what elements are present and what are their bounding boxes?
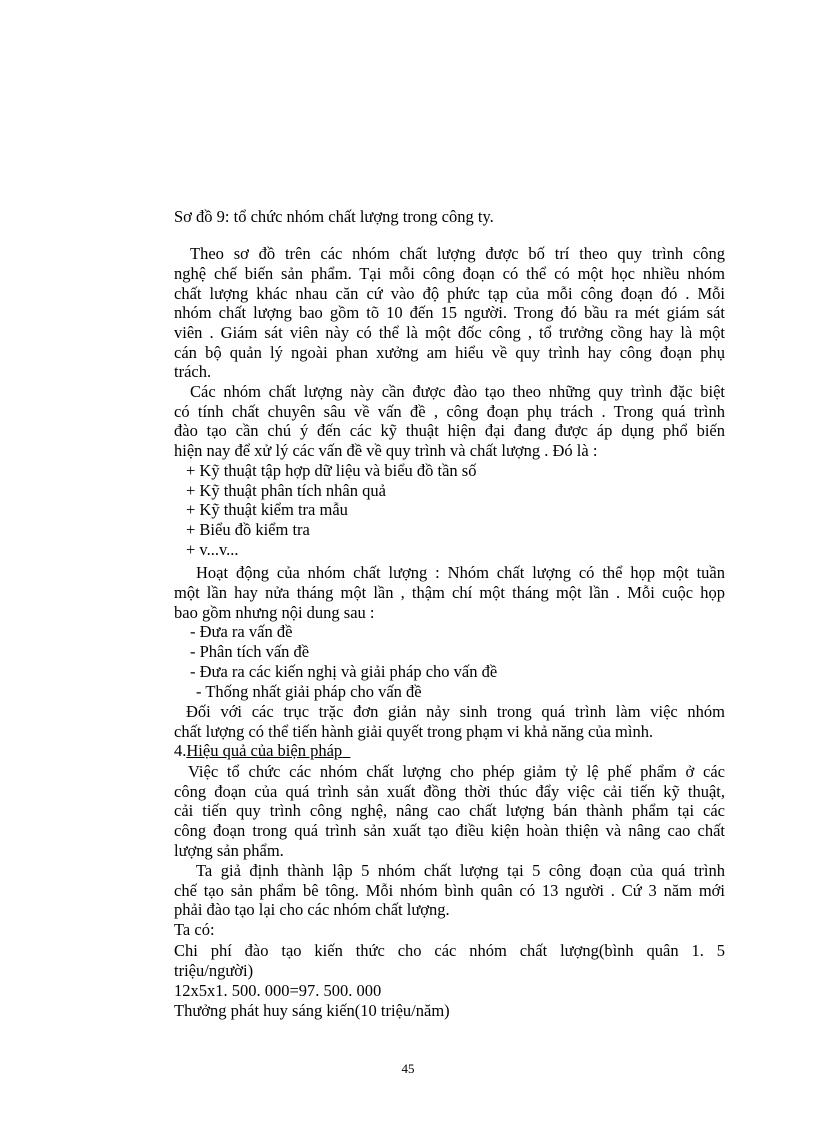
- paragraph-line: Ta có:: [174, 920, 215, 939]
- paragraph-line: Theo sơ đồ trên các nhóm chất lượng được bố trí theo quy trình công: [190, 244, 725, 263]
- paragraph-line: chế tạo sản phẩm bê tông. Mỗi nhóm bình quân có 13 người . Cứ 3 năm mới: [174, 881, 725, 900]
- list-item: + v...v...: [186, 540, 239, 559]
- paragraph-line: chất lượng có thể tiến hành giải quyết trong phạm vi khả năng của mình.: [174, 722, 654, 741]
- paragraph-line: nghệ chế biến sản phẩm. Tại mỗi công đoạn có thể có một học nhiều nhóm: [174, 264, 725, 283]
- list-item: - Đưa ra các kiến nghị và giải pháp cho vấn đề: [190, 662, 498, 681]
- paragraph-line: Đối với các trục trặc đơn giản nảy sinh trong quá trình làm việc nhóm: [186, 702, 725, 721]
- paragraph-line: công đoạn của quá trình sản xuất đồng thời thúc đẩy việc cải tiến kỹ thuật,: [174, 782, 725, 801]
- list-item: - Đưa ra vấn đề: [190, 622, 293, 641]
- list-item: + Kỹ thuật phân tích nhân quả: [186, 481, 386, 500]
- paragraph-line: một lần hay nửa tháng một lần , thậm chí một tháng một lần . Mỗi cuộc họp: [174, 583, 725, 602]
- list-item: + Kỹ thuật tập hợp dữ liệu và biểu đồ tần số: [186, 461, 477, 480]
- paragraph-line: Ta giả định thành lập 5 nhóm chất lượng tại 5 công đoạn của quá trình: [196, 861, 725, 880]
- section-title: Hiệu quả của biện pháp: [186, 741, 343, 760]
- figure-caption: Sơ đồ 9: tổ chức nhóm chất lượng trong công ty.: [174, 207, 494, 226]
- paragraph-line: đào tạo cần chú ý đến các kỹ thuật hiện đại đang được áp dụng phổ biến: [174, 421, 725, 440]
- paragraph-line: triệu/người): [174, 961, 254, 980]
- list-item: + Biểu đồ kiểm tra: [186, 520, 310, 539]
- list-item: - Phân tích vấn đề: [190, 642, 310, 661]
- paragraph-line: Các nhóm chất lượng này cần được đào tạo theo những quy trình đặc biệt: [190, 382, 725, 401]
- paragraph-line: trách.: [174, 362, 212, 381]
- paragraph-line: có tính chất chuyên sâu về vấn đề , công đoạn phụ trách . Trong quá trình: [174, 402, 725, 421]
- paragraph-line: Chi phí đào tạo kiến thức cho các nhóm chất lượng(bình quân 1. 5: [174, 941, 725, 960]
- paragraph-line: công đoạn trong quá trình sản xuất tạo điều kiện hoàn thiện và nâng cao chất: [174, 821, 725, 840]
- section-heading: [174, 741, 725, 761]
- list-item: + Kỹ thuật kiểm tra mẫu: [186, 500, 348, 519]
- paragraph-line: Thưởng phát huy sáng kiến(10 triệu/năm): [174, 1001, 450, 1020]
- calculation-line: 12x5x1. 500. 000=97. 500. 000: [174, 981, 382, 1000]
- paragraph-line: phải đào tạo lại cho các nhóm chất lượng.: [174, 900, 450, 919]
- paragraph-line: nhóm chất lượng bao gồm tõ 10 đến 15 người. Trong đó bầu ra mét giám sát: [174, 303, 725, 322]
- paragraph-line: bao gồm nhưng nội dung sau :: [174, 603, 375, 622]
- paragraph-line: Hoạt động của nhóm chất lượng : Nhóm chất lượng có thể họp một tuần: [196, 563, 725, 582]
- paragraph-line: hiện nay để xử lý các vấn đề về quy trình và chất lượng . Đó là :: [174, 441, 598, 460]
- paragraph-line: cán bộ quản lý ngoài phan xưởng am hiểu về quy trình hay công đoạn phụ: [174, 343, 725, 362]
- list-item: - Thống nhất giải pháp cho vấn đề: [196, 682, 422, 701]
- paragraph-line: cải tiến quy trình công nghệ, nâng cao chất lượng bán thành phẩm tại các: [174, 801, 725, 820]
- paragraph-line: chất lượng khác nhau căn cứ vào độ phức tạp của mỗi công đoạn đó . Mỗi: [174, 284, 725, 303]
- paragraph-line: viên . Giám sát viên này có thể là một đốc công , tổ trưởng cồng hay là một: [174, 323, 725, 342]
- paragraph-line: lượng sản phẩm.: [174, 841, 284, 860]
- paragraph-line: Việc tổ chức các nhóm chất lượng cho phép giảm tỷ lệ phế phẩm ở các: [188, 762, 725, 781]
- section-number: 4.: [174, 741, 187, 760]
- page-number: 45: [401, 1061, 415, 1076]
